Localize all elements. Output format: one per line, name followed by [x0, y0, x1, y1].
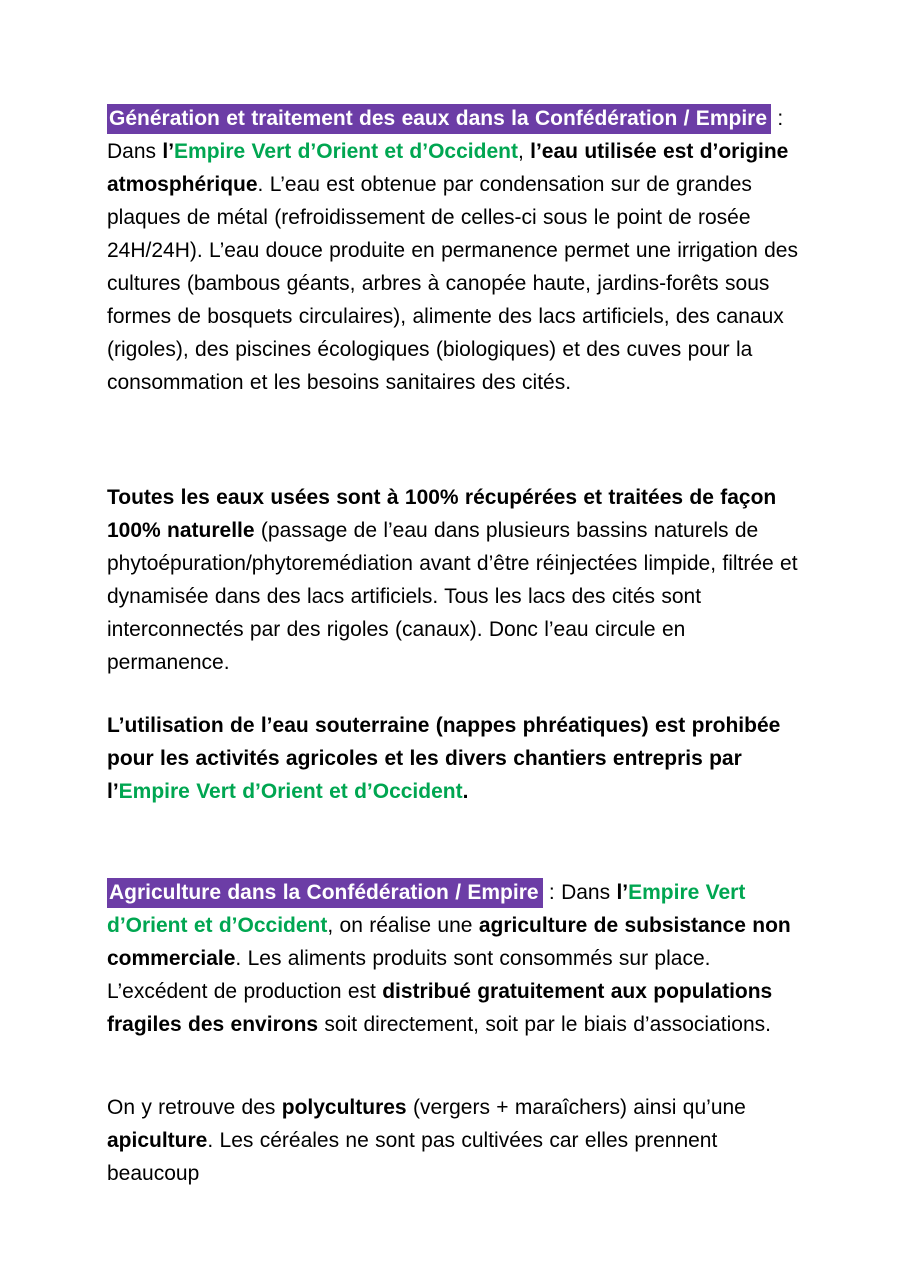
text-run: : Dans [542, 881, 617, 904]
paragraph-2 [107, 481, 807, 679]
paragraph-3 [107, 709, 807, 808]
text-run: , [517, 140, 531, 163]
text-run: . Les céréales ne sont pas cultivées car elles prennent beaucoup [107, 1129, 718, 1185]
bold-text-run: polycultures [281, 1096, 407, 1119]
text-run: (passage de l’eau dans plusieurs bassins naturels de phytoépuration/phytoremédiation avant d’être réinjectées limpide, filtrée et dynamisée dans des lacs artificiels. Tous les lacs des cités sont interconnectés par des rigoles (canaux). Donc l’eau circule en permanence. [107, 519, 798, 674]
text-run: (vergers + maraîchers) ainsi qu’une [406, 1096, 746, 1119]
bold-text-run: Toutes les eaux usées sont à 100% récupérées et traitées de façon 100% naturelle [107, 486, 777, 542]
bold-text-run: L’utilisation de l’eau souterraine (nappes phréatiques) est prohibée pour les activités agricoles et les divers chantiers entrepris par l’ [107, 714, 781, 803]
bold-text-run: distribué gratuitement aux populations fragiles des environs [107, 980, 773, 1036]
purple-highlighted-heading: Génération et traitement des eaux dans la Confédération / Empire [107, 104, 771, 134]
text-run: : Dans [107, 107, 784, 163]
paragraph-1 [107, 102, 807, 399]
bold-text-run: l’ [616, 881, 629, 904]
bold-text-run: apiculture [107, 1129, 208, 1152]
text-run: . Les aliments produits sont consommés sur place. L’excédent de production est [107, 947, 711, 1003]
purple-highlighted-heading: Agriculture dans la Confédération / Empire [107, 878, 543, 908]
bold-text-run: l’ [162, 140, 175, 163]
text-run: On y retrouve des [107, 1096, 282, 1119]
empire-green-text: Empire Vert d’Orient et d’Occident [118, 780, 463, 803]
bold-text-run: . [462, 780, 469, 803]
bold-text-run: l’eau utilisée est d’origine atmosphérique [107, 140, 789, 196]
bold-text-run: agriculture de subsistance non commerciale [107, 914, 791, 970]
paragraph-4 [107, 876, 807, 1041]
text-run: soit directement, soit par le biais d’associations. [318, 1013, 771, 1036]
paragraph-5 [107, 1091, 807, 1190]
empire-green-text: Empire Vert d’Orient et d’Occident [107, 881, 746, 937]
text-run: , on réalise une [327, 914, 479, 937]
text-run: . L’eau est obtenue par condensation sur de grandes plaques de métal (refroidissement de celles-ci sous le point de rosée 24H/24H). L’eau douce produite en permanence permet une irrigation des cultures (bambous géants, arbres à canopée haute, jardins-forêts sous formes de bosquets circulaires), alimente des lacs artificiels, des canaux (rigoles), des piscines écologiques (biologiques) et des cuves pour la consommation et les besoins sanitaires des cités. [107, 173, 798, 394]
empire-green-text: Empire Vert d’Orient et d’Occident [174, 140, 518, 163]
